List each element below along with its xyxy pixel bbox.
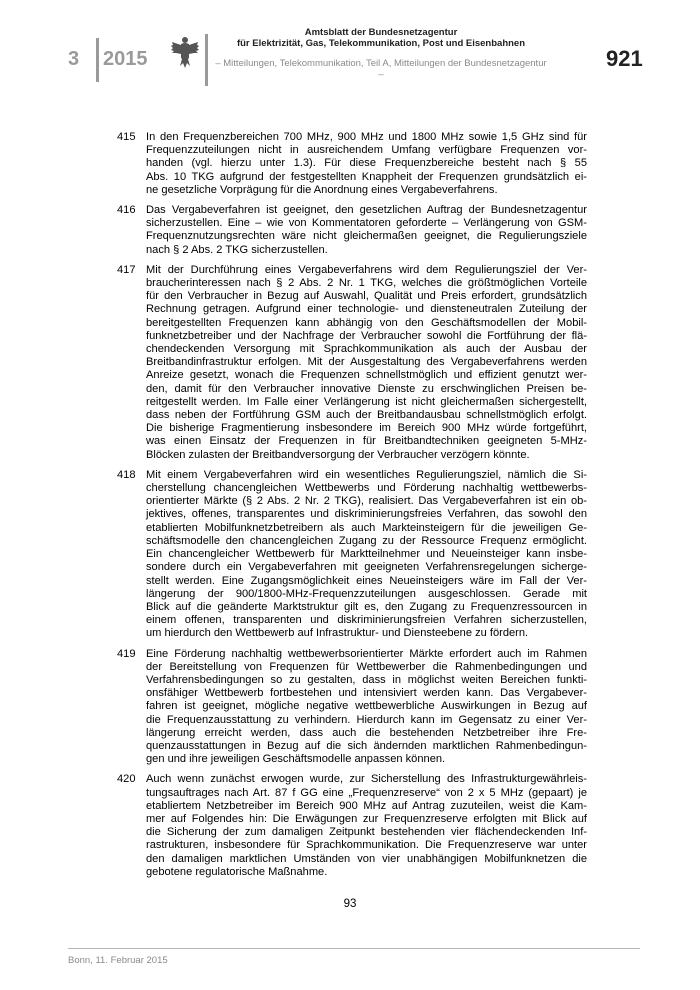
issue-year: 2015 [103,48,148,70]
text-line: die Sicherung der zum damaligen Zeitpunkt bestehenden vier flächendeckenden Inf- [146,826,587,839]
text-line: handen (vgl. hierzu unter 1.3). Für diese Frequenzbereiche besteht nach § 55 [146,157,587,170]
text-line: längerung erreicht werden, dass auch die bestehenden Netzbetreiber ihre Fre- [146,726,587,739]
text-line: einem offenen, transparenten und diskriminierungsfreien Verfahren sicherzustellen, [146,614,587,627]
text-line: Ein chancengleicher Wettbewerb für Marktteilnehmer und Neueinsteiger kann insbe- [146,548,587,561]
text-line: gen und ihre jeweiligen Geschäftsmodelle anpassen können. [146,753,446,766]
text-line: mer auf Folgendes hin: Die Erwägungen zur Frequenzreserve erfolgten mit Blick auf [146,812,587,825]
text-line: cherstellung chancengleichen Wettbewerbs und Förderung nachhaltig wettbewerbs- [146,482,587,495]
text-line: Eine Förderung nachhaltig wettbewerbsorientierter Märkte erfordert auch im Rahmen [146,647,587,660]
paragraph-text [146,648,587,767]
text-line: Frequenzzuteilungen nicht in ausreichendem Umfang verfügbare Frequenzen vor- [146,144,587,157]
text-line: Blick auf die geänderte Marktstruktur gilt es, den Zugang zu Frequenzressourcen in [146,600,587,613]
paragraph-number: 418 [117,468,136,481]
header-divider-right [205,34,208,86]
text-line: etabliertem Netzbetreiber im Bereich 900 MHz auf Antrag zuzuteilen, weist die Kam- [146,799,587,812]
header-divider [96,38,99,82]
text-line: schäftsmodelle den chancengleichen Zugang zu der Ressource Frequenz ermöglicht. [146,534,587,547]
paragraph-number: 420 [117,773,136,786]
text-line: quenzausstattungen in Bezug auf die sich ändernden marktlichen Rahmenbedingun- [146,739,587,752]
text-line: ne gesetzliche Vorprägung für die Anordnung eines Vergabeverfahrens. [146,183,498,196]
paragraph-text [146,264,587,462]
text-line: Anreize gesetzt, wonach die Frequenzen schnellstmöglich und effizient genutzt wer- [146,369,587,382]
text-line: onsfähiger Wettbewerb fortbestehen und intensiviert werden kann. Das Vergabever- [146,687,587,700]
text-line: der Bereitstellung von Frequenzen für Wettbewerber die Rahmenbedingungen und [146,660,587,673]
document-page-number: 93 [343,898,357,910]
text-line: reitgestellt werden. Im Falle einer Verlängerung ist nicht gleichermaßen sichergestellt, [146,395,587,408]
paragraph-text [146,773,587,879]
text-line: Mit einem Vergabeverfahren wird ein wesentliches Regulierungsziel, nämlich die Si- [146,468,587,481]
text-line: die Frequenzausstattung zu verhindern. Hierdurch kann im Gegensatz zu einer Ver- [146,713,587,726]
text-line: sondere durch ein Vergabeverfahren mit geeigneten Verfahrensregelungen sicherge- [146,561,587,574]
text-line: Verfahrensbedingungen so zu gestalten, dass in möglichst weiten Bereichen funkti- [146,673,587,686]
paragraph-text [146,469,587,641]
text-line: jektives, offenes, transparentes und diskriminierungsfreies Verfahren, das sowohl den [146,508,587,521]
text-line: um hierdurch den Wettbewerb auf Infrastruktur- und Diensteebene zu fördern. [146,627,529,640]
numbered-paragraph [117,648,587,767]
text-line: Das Vergabeverfahren ist geeignet, den gesetzlichen Auftrag der Bundesnetzagentur [146,204,587,217]
text-line: rastrukturen, insbesondere für Sprachkommunikation. Die Frequenzreserve war unter [146,839,587,852]
text-line: In den Frequenzbereichen 700 MHz, 900 MHz und 1800 MHz sowie 1,5 GHz sind für [146,131,587,143]
text-line: für den Verbraucher in Bezug auf Auswahl, Qualität und Preis erfordert, grundsätzlich [146,290,587,303]
text-line: dass neben der Fortführung GSM auch der Breitbandausbau schnellstmöglich erfolgt. [146,409,587,422]
issue-number: 3 [68,48,80,70]
gazette-title [212,27,550,49]
text-line: Auch wenn zunächst erwogen wurde, zur Sicherstellung des Infrastrukturgewährleis- [146,773,587,786]
paragraph-number: 417 [117,263,136,276]
numbered-paragraph [117,131,587,197]
text-line: Breitbandinfrastruktur erfolgen. Mit der Ausgestaltung des Vergabeverfahrens werden [146,356,587,369]
text-line: orientierter Märkte (§ 2 Abs. 2 Nr. 2 TKG), realisiert. Das Vergabeverfahren ist ein ob- [146,495,587,508]
text-line: den damaligen marktlichen Umständen von vier unabhängigen Mobilfunknetzen die [146,852,587,865]
text-line: längerung der 900/1800-MHz-Frequenzzuteilungen ausgeschlossen. Gerade mit [146,587,587,600]
footer-rule [68,948,640,949]
text-line: funknetzbetreiber und der Nachfrage der Verbraucher sowohl die Fortführung der flä- [146,329,587,342]
text-line: gebotene regulatorische Maßnahme. [146,865,328,878]
numbered-paragraph [117,264,587,462]
text-line: was einen Einsatz der Frequenzen in für Breitbandtechniken geeigneten 5-MHz- [146,435,587,448]
text-line: den, damit für den Verbraucher innovative Dienste zu erschwinglichen Preisen be- [146,382,587,395]
footer-date: Bonn, 11. Februar 2015 [68,955,168,966]
numbered-paragraph [117,773,587,879]
gazette-title-line1: Amtsblatt der Bundesnetzagentur [304,27,458,38]
federal-eagle-icon [170,34,200,70]
paragraph-text [146,204,587,257]
paragraph-list [117,131,587,886]
gazette-page-number: 921 [606,46,643,71]
gazette-title-line2: für Elektrizität, Gas, Telekommunikation, Post und Eisenbahnen [236,38,526,49]
paragraph-number: 419 [117,647,136,660]
paragraph-number: 415 [117,131,136,143]
text-line: Mit der Durchführung eines Vergabeverfahrens wird dem Regulierungsziel der Ver- [146,263,587,276]
text-line: Die bisherige Fragmentierung insbesondere im Bereich 900 MHz würde fortgeführt, [146,422,587,435]
text-line: Blöcken zulasten der Breitbandversorgung der Verbraucher verzögern könnte. [146,448,530,461]
paragraph-text [146,131,587,197]
text-line: braucherinteressen nach § 2 Abs. 2 Nr. 1 TKG, welches die größtmöglichen Vorteile [146,277,587,290]
text-line: tungsauftrages nach Art. 87 f GG eine „Frequenzreserve“ von 2 x 5 MHz (gepaart) je [146,786,587,799]
text-line: chendeckenden Versorgung mit Sprachkommunikation als auch der Ausbau der [146,343,587,356]
numbered-paragraph [117,469,587,641]
text-line: bereitgestellten Frequenzen kann abhängig von den Geschäftsmodellen der Mobil- [146,316,587,329]
text-line: stellt werden. Eine Zugangsmöglichkeit eines Neueinsteigers wäre im Fall der Ver- [146,574,587,587]
paragraph-number: 416 [117,204,136,217]
text-line: Frequenznutzungsrechten wäre nicht gleichermaßen geeignet, die Regulierungsziele [146,230,587,243]
gazette-subtitle: – Mitteilungen, Telekommunikation, Teil A, Mitteilungen der Bundesnetzagentur – [215,58,547,80]
text-line: fahren ist geeignet, mögliche negative wettbewerbliche Auswirkungen in Bezug auf [146,700,587,713]
text-line: Rechnung getragen. Aufgrund einer technologie- und diensteneutralen Zuteilung der [146,303,587,316]
text-line: Abs. 10 TKG aufgrund der festgestellten Knappheit der Frequenzen grundsätzlich ei- [146,170,587,183]
numbered-paragraph [117,204,587,257]
text-line: etablierten Mobilfunknetzbetreibern als auch Markteinsteigern für die jeweiligen Ge- [146,521,587,534]
text-line: sicherzustellen. Eine – wie von Kommentatoren geforderte – Verlängerung von GSM- [146,217,587,230]
text-line: nach § 2 Abs. 2 TKG sicherzustellen. [146,243,328,256]
